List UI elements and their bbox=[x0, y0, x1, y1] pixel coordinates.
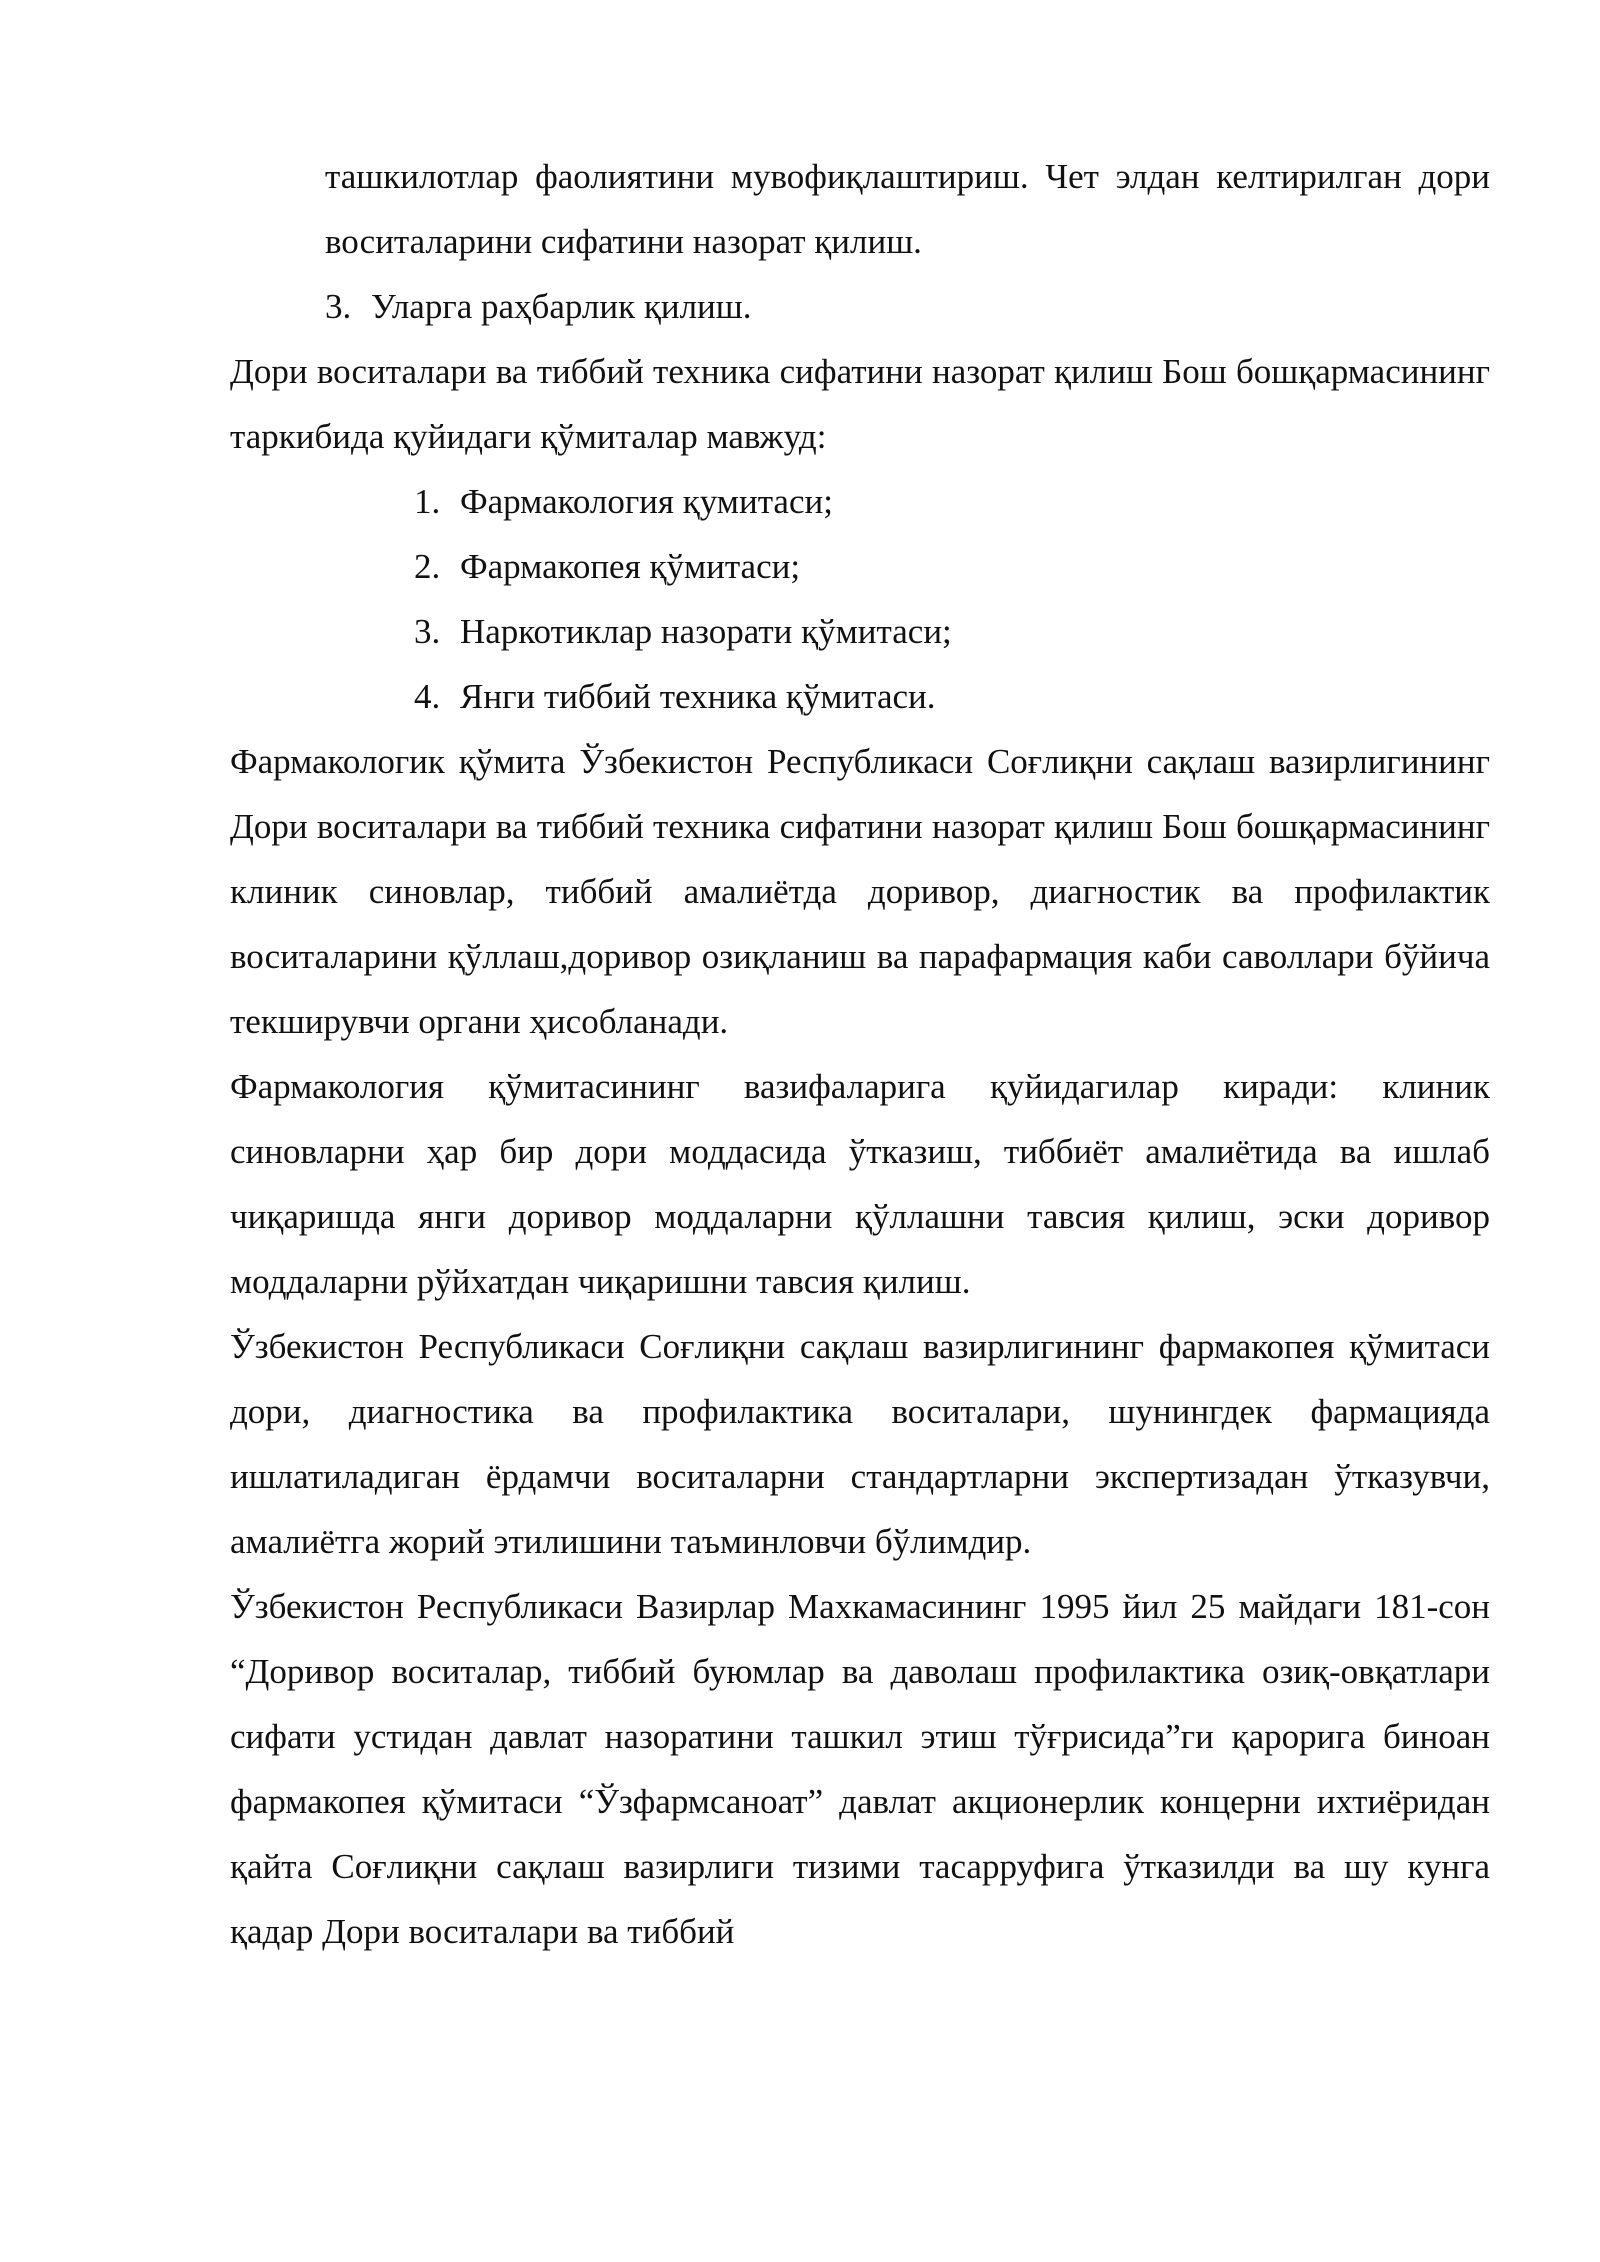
task-list bbox=[230, 274, 1490, 339]
document-body bbox=[230, 144, 1490, 1964]
list-item-number: 2. bbox=[414, 547, 441, 586]
list-item-number: 1. bbox=[414, 482, 441, 521]
list-item-number: 4. bbox=[414, 677, 441, 716]
committees-intro: Дори воситалари ва тиббий техника сифатини назорат қилиш Бош бошқармасининг таркибида қуйидаги қўмиталар мавжуд: bbox=[230, 352, 1490, 456]
list-item-text: Уларга раҳбарлик қилиш. bbox=[371, 287, 752, 326]
intro-paragraph: ташкилотлар фаолиятини мувофиқлаштириш. Чет элдан келтирилган дори воситаларини сифатини назорат қилиш. bbox=[325, 157, 1490, 261]
body-paragraph: Ўзбекистон Республикаси Соғлиқни сақлаш вазирлигининг фармакопея қўмитаси дори, диагностика ва профилактика воситалари, шунингдек фармацияда ишлатиладиган ёрдамчи воситаларни стандартларни экспертизадан ўтказувчи, амалиётга жорий этилишини таъминловчи бўлимдир. bbox=[230, 1327, 1490, 1561]
list-item bbox=[414, 599, 1490, 664]
list-item-text: Наркотиклар назорати қўмитаси; bbox=[460, 612, 952, 651]
list-item bbox=[414, 534, 1490, 599]
list-item bbox=[414, 469, 1490, 534]
committee-list bbox=[230, 469, 1490, 729]
body-paragraph: Фармакологик қўмита Ўзбекистон Республикаси Соғлиқни сақлаш вазирлигининг Дори воситалари ва тиббий техника сифатини назорат қилиш Бош бошқармасининг клиник синовлар, тиббий амалиётда доривор, диагностик ва профилактик воситаларини қўллаш,доривор озиқланиш ва парафармация каби саволлари бўйича текширувчи органи ҳисобланади. bbox=[230, 742, 1490, 1041]
list-item bbox=[325, 274, 1490, 339]
list-item-number: 3. bbox=[414, 612, 441, 651]
list-item bbox=[414, 664, 1490, 729]
body-paragraph: Фармакология қўмитасининг вазифаларига қуйидагилар киради: клиник синовларни ҳар бир дори моддасида ўтказиш, тиббиёт амалиётида ва ишлаб чиқаришда янги доривор моддаларни қўллашни тавсия қилиш, эски доривор моддаларни рўйхатдан чиқаришни тавсия қилиш. bbox=[230, 1067, 1490, 1301]
list-item-text: Янги тиббий техника қўмитаси. bbox=[460, 677, 936, 716]
list-item-text: Фармакопея қўмитаси; bbox=[460, 547, 801, 586]
list-item-text: Фармакология қумитаси; bbox=[460, 482, 833, 521]
body-paragraph: Ўзбекистон Республикаси Вазирлар Махкамасининг 1995 йил 25 майдаги 181-сон “Доривор воситалар, тиббий буюмлар ва даволаш профилактика озиқ-овқатлари сифати устидан давлат назоратини ташкил этиш тўғрисида”ги қарорига биноан фармакопея қўмитаси “Ўзфармсаноат” давлат акционерлик концерни ихтиёридан қайта Соғлиқни сақлаш вазирлиги тизими тасарруфига ўтказилди ва шу кунга қадар Дори воситалари ва тиббий bbox=[230, 1587, 1490, 1951]
list-item-number: 3. bbox=[325, 287, 352, 326]
